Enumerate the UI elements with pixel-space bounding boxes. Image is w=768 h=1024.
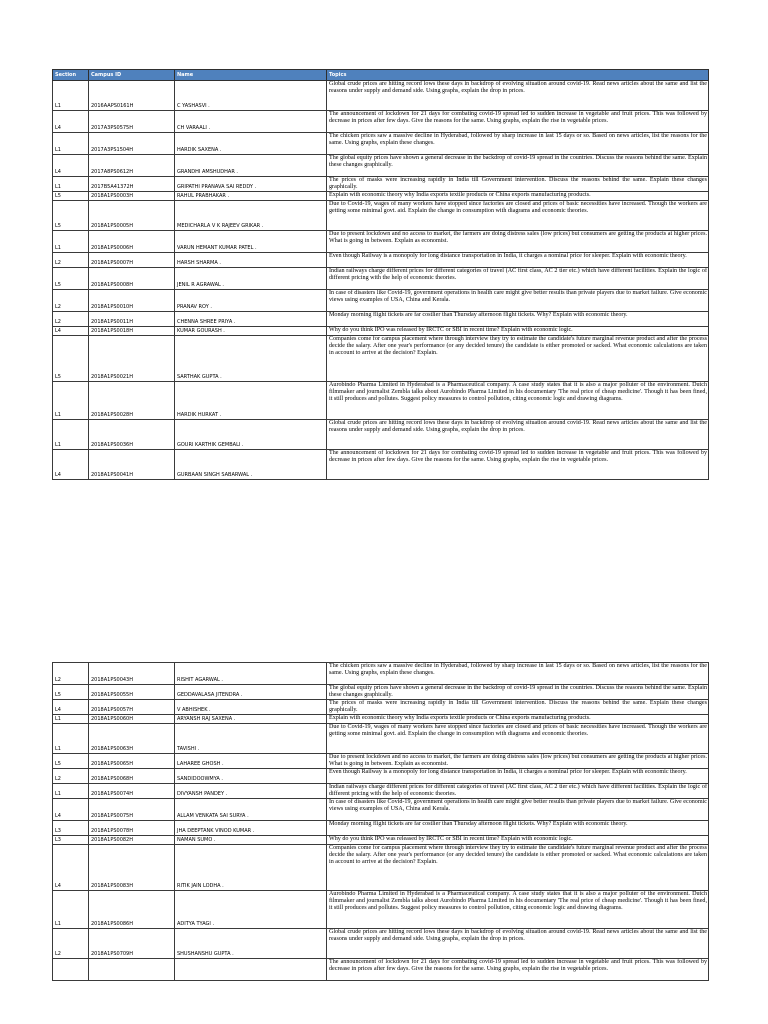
table-row: [53, 821, 709, 836]
cell-topic: [327, 336, 709, 382]
header-name: Name: [175, 70, 327, 81]
cell-section: L1: [53, 81, 89, 111]
table-row: [53, 450, 709, 480]
cell-name: LAHAREE GHOSH .: [175, 754, 327, 769]
cell-topic: [327, 724, 709, 754]
table-row: [53, 891, 709, 929]
table-row: [53, 799, 709, 821]
header-topics: Topics: [327, 70, 709, 81]
cell-topic: [327, 799, 709, 821]
cell-name: HARDIK HURKAT .: [175, 382, 327, 420]
topic-text: Companies come for campus placement where through interview they try to estimate the candidate's future marginal revenue product and after the process decide the salary. After one year's performance (or any decided tenure) the candidate is either promoted or sacked. What economic calculations are taken in account to arrive at the decision? Explain.: [329, 845, 707, 866]
cell-name: C YASHASVI .: [175, 81, 327, 111]
cell-campus-id: 2018A1PS0005H: [89, 201, 175, 231]
cell-topic: [327, 836, 709, 845]
topic-text: Indian railways charge different prices for different categories of travel (AC first class, AC 2 tier etc.) which have different facilities. Explain the logic of different pricing with the help of economic theories.: [329, 268, 707, 282]
cell-section: L5: [53, 268, 89, 290]
cell-name: RITIK JAIN LODHA .: [175, 845, 327, 891]
cell-name: DIVYANSH PANDEY .: [175, 784, 327, 799]
cell-name: ADITYA TYAGI .: [175, 891, 327, 929]
cell-topic: [327, 192, 709, 201]
cell-name: PRANAV ROY .: [175, 290, 327, 312]
topic-text: The global equity prices have shown a general decrease in the backdrop of covid-19 spread in the countries. Discuss the reasons behind the same. Explain these changes graphically.: [329, 685, 707, 699]
cell-topic: [327, 155, 709, 177]
cell-name: GEDDAVALASA JITENDRA .: [175, 685, 327, 700]
table-row: [53, 715, 709, 724]
table-row: [53, 336, 709, 382]
cell-name: MEDICHARLA V K RAJEEV GRIKAR .: [175, 201, 327, 231]
cell-section: L2: [53, 312, 89, 327]
topic-text: Why do you think IPO was released by IRCTC or SBI in recent time? Explain with economic logic.: [329, 836, 573, 842]
cell-campus-id: 2018A1PS0028H: [89, 382, 175, 420]
cell-topic: [327, 253, 709, 268]
topic-text: The prices of masks were increasing rapidly in India till Government intervention. Discuss the reasons behind the same. Explain these changes graphically.: [329, 700, 707, 714]
cell-campus-id: 2017A8PS0612H: [89, 155, 175, 177]
cell-topic: [327, 290, 709, 312]
topic-text: The announcement of lockdown for 21 days for combating covid-19 spread led to sudden increase in vegetable and fruit prices. This was followed by decrease in prices after few days. Give the reasons for the same. Using graphs, explain the rise in vegetable prices.: [329, 111, 707, 125]
cell-name: [175, 959, 327, 981]
cell-campus-id: 2018A1PS0006H: [89, 231, 175, 253]
cell-campus-id: 2018A1PS0003H: [89, 192, 175, 201]
cell-section: L2: [53, 769, 89, 784]
topic-text: Even though Railway is a monopoly for long distance transportation in India, it charges a nominal price for sleeper. Explain with economic theory.: [329, 253, 687, 259]
table-row: [53, 155, 709, 177]
cell-campus-id: 2018A1PS0018H: [89, 327, 175, 336]
cell-campus-id: 2017B5A41372H: [89, 177, 175, 192]
cell-topic: [327, 201, 709, 231]
cell-name: HARDIK SAXENA .: [175, 133, 327, 155]
cell-topic: [327, 685, 709, 700]
cell-topic: [327, 784, 709, 799]
table-row: [53, 929, 709, 959]
cell-section: L5: [53, 754, 89, 769]
cell-name: HARSH SHARMA .: [175, 253, 327, 268]
cell-topic: [327, 268, 709, 290]
cell-campus-id: 2017A3PS0575H: [89, 111, 175, 133]
table-row: [53, 327, 709, 336]
cell-campus-id: 2018A1PS0709H: [89, 929, 175, 959]
cell-topic: [327, 929, 709, 959]
cell-campus-id: 2018A1PS0036H: [89, 420, 175, 450]
table-row: [53, 290, 709, 312]
cell-name: GURBAAN SINGH SABARWAL .: [175, 450, 327, 480]
cell-name: KUMAR GOURASH .: [175, 327, 327, 336]
cell-name: NAMAN SUMO .: [175, 836, 327, 845]
table-row: [53, 81, 709, 111]
table-row: [53, 111, 709, 133]
topic-text: Due to Covid-19, wages of many workers have stopped since factories are closed and prices of basic necessities have increased. Though the workers are getting some minimal govt. aid. Explain the change in consumption with diagrams and economic theories.: [329, 201, 707, 215]
table-row: [53, 836, 709, 845]
cell-campus-id: 2018A1PS0083H: [89, 845, 175, 891]
cell-campus-id: 2018A1PS0078H: [89, 821, 175, 836]
cell-campus-id: 2018A1PS0021H: [89, 336, 175, 382]
cell-topic: [327, 327, 709, 336]
cell-campus-id: 2018A1PS0055H: [89, 685, 175, 700]
cell-topic: [327, 450, 709, 480]
cell-campus-id: 2018A1PS0011H: [89, 312, 175, 327]
cell-name: RAHUL PRABHAKAR .: [175, 192, 327, 201]
topic-text: Why do you think IPO was released by IRCTC or SBI in recent time? Explain with economic logic.: [329, 327, 573, 333]
topic-text: Global crude prices are hitting record lows these days in backdrop of evolving situation around covid-19. Read news articles about the same and list the reasons under supply and demand side. Using graphs, explain the drop in prices.: [329, 81, 707, 95]
cell-topic: [327, 177, 709, 192]
cell-section: L2: [53, 929, 89, 959]
cell-topic: [327, 312, 709, 327]
cell-section: L5: [53, 685, 89, 700]
header-campus-id: Campus ID: [89, 70, 175, 81]
topic-text: Global crude prices are hitting record lows these days in backdrop of evolving situation around covid-19. Read news articles about the same and list the reasons under supply and demand side. Using graphs, explain the drop in prices.: [329, 420, 707, 434]
table-row: [53, 959, 709, 981]
cell-name: RISHIT AGARWAL .: [175, 663, 327, 685]
cell-section: L1: [53, 382, 89, 420]
cell-name: ALLAM VENKATA SAI SURYA .: [175, 799, 327, 821]
topic-text: Due to present lockdown and no access to market, the farmers are doing distress sales (low prices) but consumers are getting the products at higher prices. What is going in between. Explain as economist.: [329, 231, 707, 245]
cell-campus-id: 2018A1PS0043H: [89, 663, 175, 685]
table-row: [53, 312, 709, 327]
table-row: [53, 382, 709, 420]
topic-text: The prices of masks were increasing rapidly in India till Government intervention. Discuss the reasons behind the same. Explain these changes graphically.: [329, 177, 707, 191]
table-row: [53, 700, 709, 715]
cell-campus-id: 2018A1PS0068H: [89, 769, 175, 784]
cell-name: JHA DEEPTANK VINOD KUMAR .: [175, 821, 327, 836]
cell-name: SHUSHANSHU GUPTA .: [175, 929, 327, 959]
topic-text: Explain with economic theory why India exports textile products or China exports manufacturing products.: [329, 715, 591, 721]
topic-text: In case of disasters like Covid-19, government operations in health care might give better results than private players due to market failure. Give economic views using examples of USA, China and Kerala.: [329, 290, 707, 304]
cell-campus-id: 2018A1PS0063H: [89, 724, 175, 754]
cell-campus-id: 2018A1PS0075H: [89, 799, 175, 821]
cell-topic: [327, 700, 709, 715]
cell-campus-id: 2018A1PS0008H: [89, 268, 175, 290]
cell-topic: [327, 845, 709, 891]
topic-text: Aurobindo Pharma Limited in Hyderabad is a Pharmaceutical company. A case study states that it is also a major polluter of the environment. Dutch filmmaker and journalist Zembla talks about Aurobindo Pharma Limited in his documentary 'The real price of cheap medicine'. Though it has been fined, it still produces and pollutes. Suggest policy measures to control pollution, citing economic logic and drawing diagrams.: [329, 891, 707, 912]
cell-topic: [327, 769, 709, 784]
cell-campus-id: 2018A1PS0060H: [89, 715, 175, 724]
cell-section: L4: [53, 327, 89, 336]
cell-campus-id: 2018A1PS0082H: [89, 836, 175, 845]
table-row: [53, 663, 709, 685]
cell-section: L4: [53, 111, 89, 133]
topic-text: The announcement of lockdown for 21 days for combating covid-19 spread led to sudden increase in vegetable and fruit prices. This was followed by decrease in prices after few days. Give the reasons for the same. Using graphs, explain the rise in vegetable prices.: [329, 959, 707, 973]
cell-topic: [327, 133, 709, 155]
topics-table-page-1: [52, 69, 708, 480]
cell-name: ARYANSH RAJ SAXENA .: [175, 715, 327, 724]
cell-section: L4: [53, 155, 89, 177]
cell-campus-id: 2018A1PS0010H: [89, 290, 175, 312]
cell-campus-id: [89, 959, 175, 981]
cell-section: L1: [53, 420, 89, 450]
cell-section: L1: [53, 891, 89, 929]
cell-topic: [327, 754, 709, 769]
cell-section: L4: [53, 845, 89, 891]
cell-campus-id: 2016AAPS0161H: [89, 81, 175, 111]
table-row: [53, 133, 709, 155]
cell-campus-id: 2018A1PS0086H: [89, 891, 175, 929]
cell-section: L1: [53, 724, 89, 754]
topic-text: The chicken prices saw a massive decline in Hyderabad, followed by sharp increase in last 15 days or so. Based on news articles, list the reasons for the same. Using graphs, explain these changes.: [329, 663, 707, 677]
cell-topic: [327, 821, 709, 836]
topic-text: Explain with economic theory why India exports textile products or China exports manufacturing products.: [329, 192, 591, 198]
cell-campus-id: 2018A1PS0057H: [89, 700, 175, 715]
cell-name: JENIL R AGRAWAL .: [175, 268, 327, 290]
cell-section: L2: [53, 253, 89, 268]
table-header-row: [53, 70, 709, 81]
cell-campus-id: 2018A1PS0007H: [89, 253, 175, 268]
cell-section: L5: [53, 192, 89, 201]
cell-topic: [327, 959, 709, 981]
cell-campus-id: 2018A1PS0074H: [89, 784, 175, 799]
cell-campus-id: 2018A1PS0065H: [89, 754, 175, 769]
cell-name: TAVISHI .: [175, 724, 327, 754]
cell-section: [53, 959, 89, 981]
cell-name: GRANDHI AMSHUDHAR .: [175, 155, 327, 177]
cell-topic: [327, 231, 709, 253]
cell-campus-id: 2017A3PS1504H: [89, 133, 175, 155]
table-row: [53, 268, 709, 290]
cell-name: VARUN HEMANT KUMAR PATEL .: [175, 231, 327, 253]
topic-text: The chicken prices saw a massive decline in Hyderabad, followed by sharp increase in last 15 days or so. Based on news articles, list the reasons for the same. Using graphs, explain these changes.: [329, 133, 707, 147]
table-row: [53, 754, 709, 769]
table-row: [53, 201, 709, 231]
table-row: [53, 231, 709, 253]
table-row: [53, 724, 709, 754]
topic-text: Indian railways charge different prices for different categories of travel (AC first class, AC 2 tier etc.) which have different facilities. Explain the logic of different pricing with the help of economic theories.: [329, 784, 707, 798]
topic-text: The announcement of lockdown for 21 days for combating covid-19 spread led to sudden increase in vegetable and fruit prices. This was followed by decrease in prices after few days. Give the reasons for the same. Using graphs, explain the rise in vegetable prices.: [329, 450, 707, 464]
cell-section: L5: [53, 336, 89, 382]
cell-section: L1: [53, 784, 89, 799]
cell-topic: [327, 81, 709, 111]
cell-section: L1: [53, 133, 89, 155]
topic-text: Due to present lockdown and no access to market, the farmers are doing distress sales (low prices) but consumers are getting the products at higher prices. What is going in between. Explain as economist.: [329, 754, 707, 768]
cell-section: L2: [53, 290, 89, 312]
table-row: [53, 784, 709, 799]
cell-section: L5: [53, 201, 89, 231]
cell-name: CH VARAALI .: [175, 111, 327, 133]
cell-name: SARTHAK GUPTA .: [175, 336, 327, 382]
table-row: [53, 845, 709, 891]
cell-topic: [327, 891, 709, 929]
table-row: [53, 192, 709, 201]
cell-section: L1: [53, 231, 89, 253]
cell-section: L4: [53, 700, 89, 715]
topic-text: Monday morning flight tickets are far costlier than Thursday afternoon flight tickets. Why? Explain with economic theory.: [329, 821, 628, 827]
table-row: [53, 253, 709, 268]
cell-section: L3: [53, 836, 89, 845]
cell-topic: [327, 111, 709, 133]
cell-name: GRIPATHI PRANAVA SAI REDDY .: [175, 177, 327, 192]
table-row: [53, 420, 709, 450]
topic-text: In case of disasters like Covid-19, government operations in health care might give better results than private players due to market failure. Give economic views using examples of USA, China and Kerala.: [329, 799, 707, 813]
cell-name: V ABHISHEK .: [175, 700, 327, 715]
cell-name: SANDIDOOWMYA .: [175, 769, 327, 784]
table-row: [53, 685, 709, 700]
cell-section: L3: [53, 821, 89, 836]
topic-text: Aurobindo Pharma Limited in Hyderabad is a Pharmaceutical company. A case study states that it is also a major polluter of the environment. Dutch filmmaker and journalist Zembla talks about Aurobindo Pharma Limited in his documentary 'The real price of cheap medicine'. Though it has been fined, it still produces and pollutes. Suggest policy measures to control pollution, citing economic logic and drawing diagrams.: [329, 382, 707, 403]
cell-name: GOURI KARTHIK GEMBALI .: [175, 420, 327, 450]
cell-topic: [327, 663, 709, 685]
topic-text: Global crude prices are hitting record lows these days in backdrop of evolving situation around covid-19. Read news articles about the same and list the reasons under supply and demand side. Using graphs, explain the drop in prices.: [329, 929, 707, 943]
cell-name: CHENNA SHREE PRIYA .: [175, 312, 327, 327]
cell-section: L4: [53, 799, 89, 821]
table-row: [53, 177, 709, 192]
cell-topic: [327, 715, 709, 724]
topics-table-page-2: [52, 662, 708, 981]
topic-text: Monday morning flight tickets are far costlier than Thursday afternoon flight tickets. Why? Explain with economic theory.: [329, 312, 628, 318]
cell-topic: [327, 420, 709, 450]
cell-section: L4: [53, 450, 89, 480]
cell-section: L2: [53, 663, 89, 685]
table-row: [53, 769, 709, 784]
cell-topic: [327, 382, 709, 420]
header-section: Section: [53, 70, 89, 81]
topic-text: Companies come for campus placement where through interview they try to estimate the candidate's future marginal revenue product and after the process decide the salary. After one year's performance (or any decided tenure) the candidate is either promoted or sacked. What economic calculations are taken in account to arrive at the decision? Explain.: [329, 336, 707, 357]
topic-text: Due to Covid-19, wages of many workers have stopped since factories are closed and prices of basic necessities have increased. Though the workers are getting some minimal govt. aid. Explain the change in consumption with diagrams and economic theories.: [329, 724, 707, 738]
cell-section: L1: [53, 177, 89, 192]
cell-section: L1: [53, 715, 89, 724]
cell-campus-id: 2018A1PS0041H: [89, 450, 175, 480]
topic-text: The global equity prices have shown a general decrease in the backdrop of covid-19 spread in the countries. Discuss the reasons behind the same. Explain these changes graphically.: [329, 155, 707, 169]
topic-text: Even though Railway is a monopoly for long distance transportation in India, it charges a nominal price for sleeper. Explain with economic theory.: [329, 769, 687, 775]
